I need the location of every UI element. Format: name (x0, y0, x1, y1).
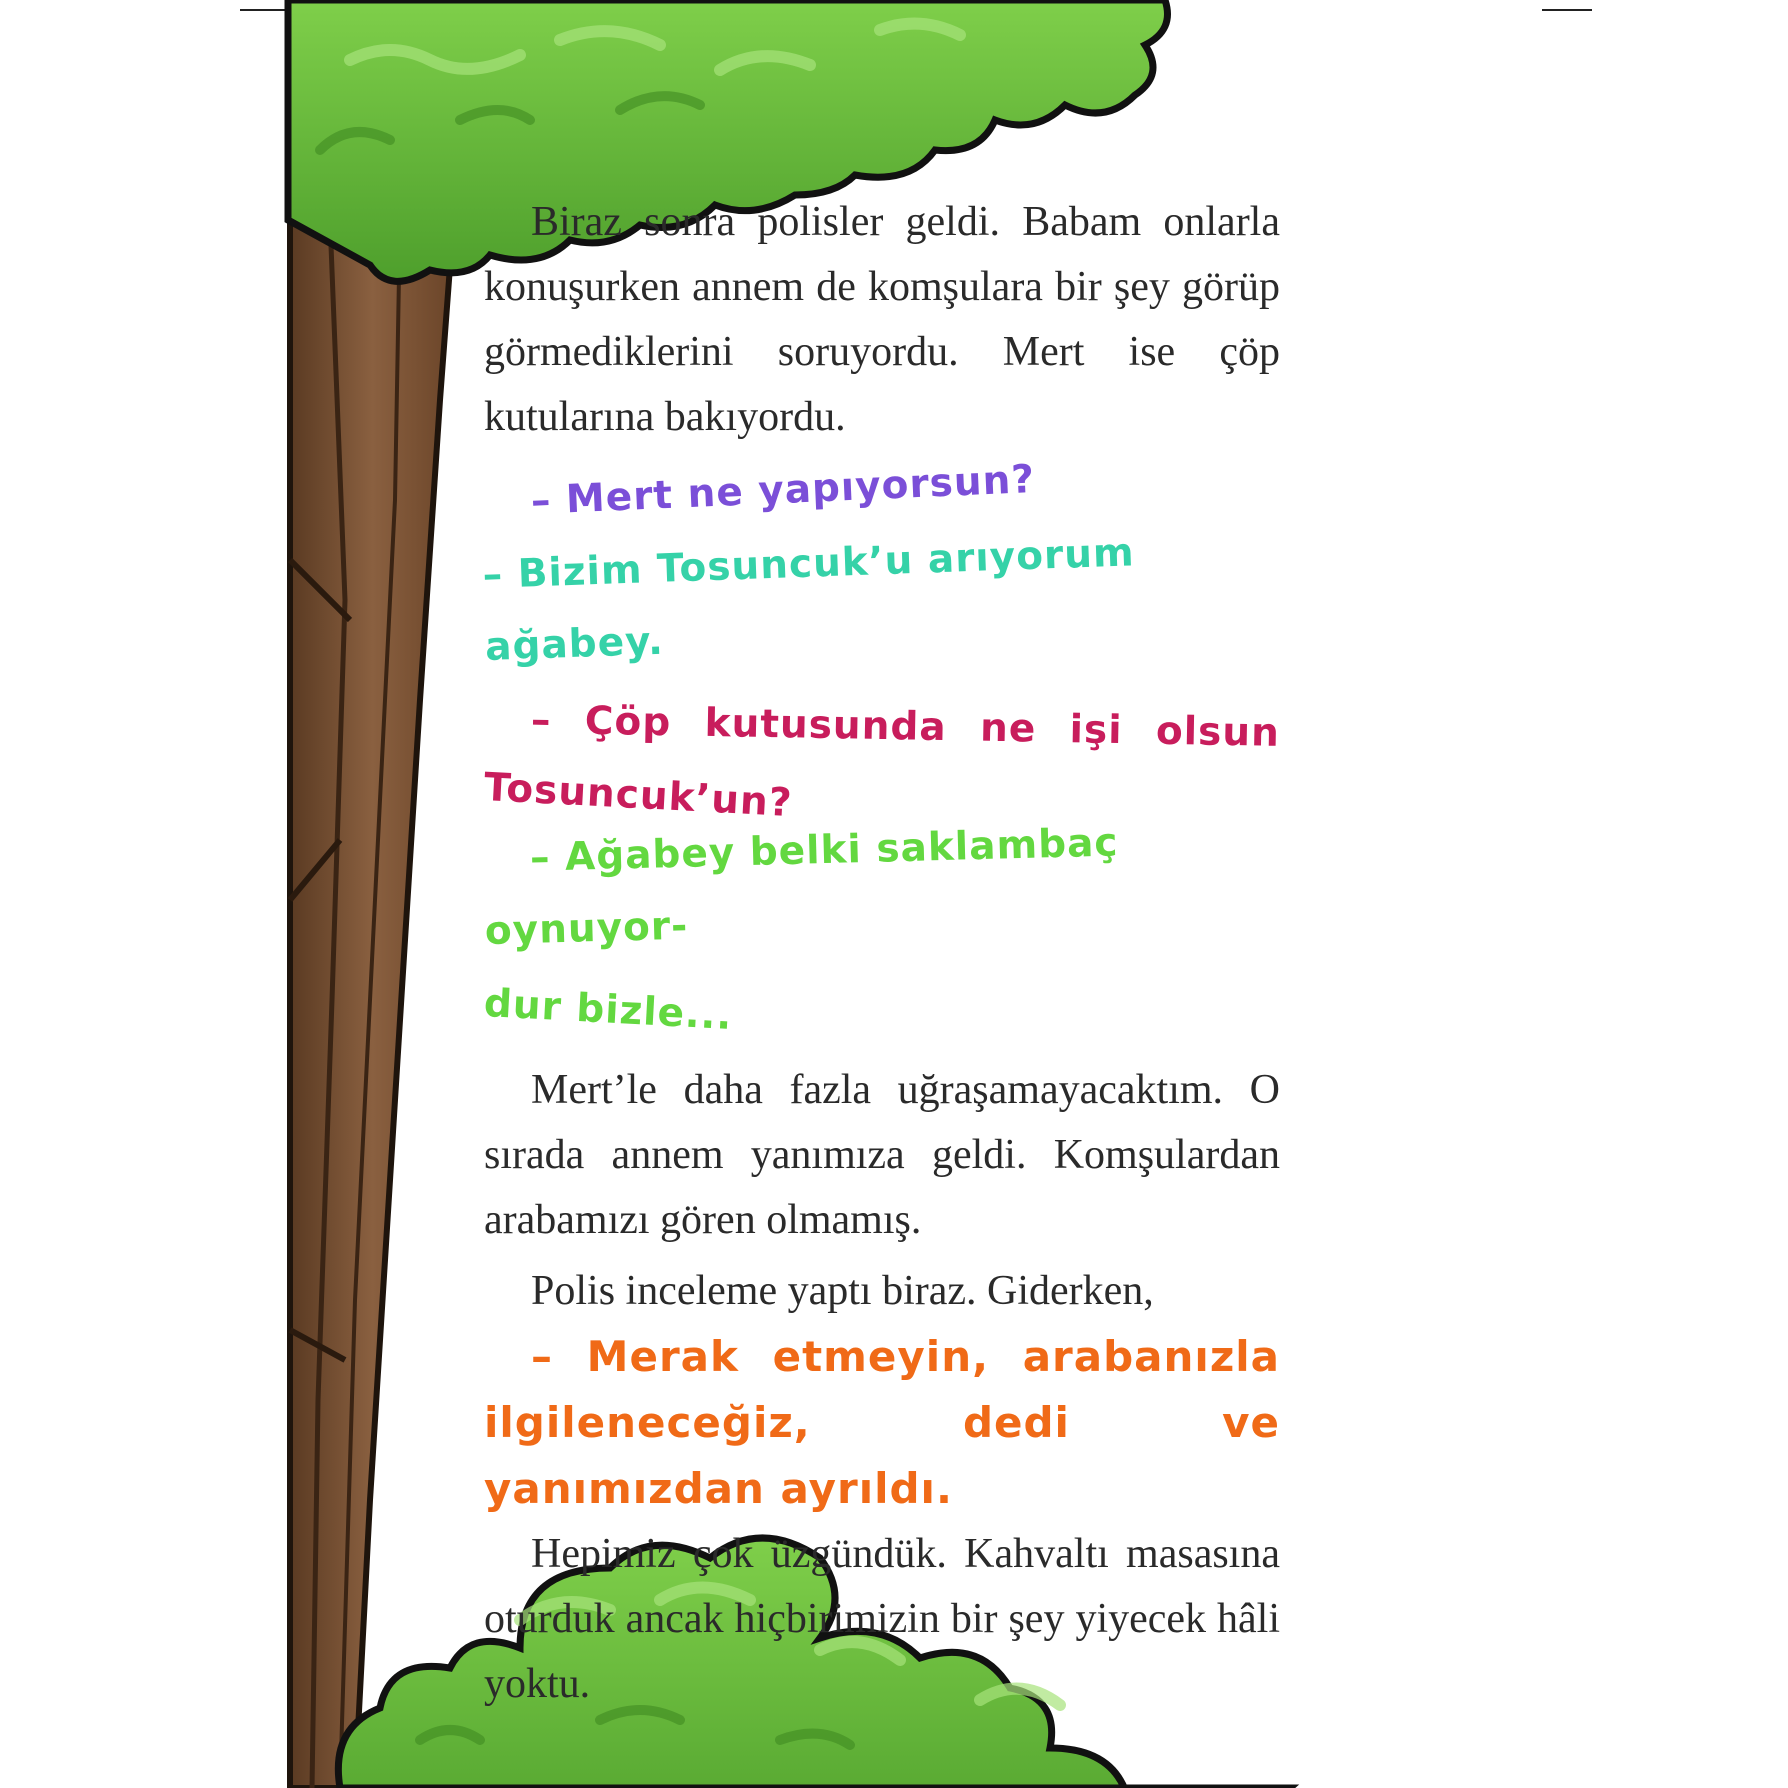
dialog-word: kutusunda (704, 700, 948, 751)
dialog-trash-question (483, 684, 1280, 770)
dialog-word: işi (1069, 707, 1123, 754)
dialog-mert-question: – Mert ne yapıyorsun? (529, 456, 1036, 524)
tree-trunk (290, 200, 455, 1788)
paragraph-1: Biraz sonra polisler geldi. Babam onlarla konuşurken annem de komşulara bir şey görüp görmediklerini soruyordu. Mert ise çöp kutularına bakıyordu. (484, 199, 1280, 440)
dialog-police: – Merak etmeyin, arabanızla ilgileneceğiz, dedi ve yanımızdan ayrıldı. (484, 1332, 1280, 1513)
dialog-hide-seek-end: dur bizle... (482, 981, 734, 1039)
paragraph-3: Polis inceleme yaptı biraz. Giderken, (531, 1268, 1154, 1314)
dialog-word: – (530, 697, 552, 744)
dialog-word: Çöp (584, 698, 672, 746)
dialog-trash-question-end: Tosuncuk’un? (482, 765, 794, 827)
story-text (481, 190, 1281, 1717)
dialog-hide-seek: – Ağabey belki saklambaç oynuyor- (484, 820, 1120, 954)
paragraph-4: Hepimiz çok üzgündük. Kahvaltı masasına oturduk ancak hiçbirimizin bir şey yiyecek hâli yoktu. (484, 1531, 1280, 1707)
dialog-tosuncuk-search: – Bizim Tosuncuk’u arıyorum ağabey. (481, 530, 1136, 670)
dialog-word: ne (979, 705, 1037, 752)
dialog-word: olsun (1155, 708, 1281, 756)
paragraph-2: Mert’le daha fazla uğraşamayacaktım. O sırada annem yanımıza geldi. Komşulardan arabamızı gören olmamış. (484, 1067, 1280, 1243)
